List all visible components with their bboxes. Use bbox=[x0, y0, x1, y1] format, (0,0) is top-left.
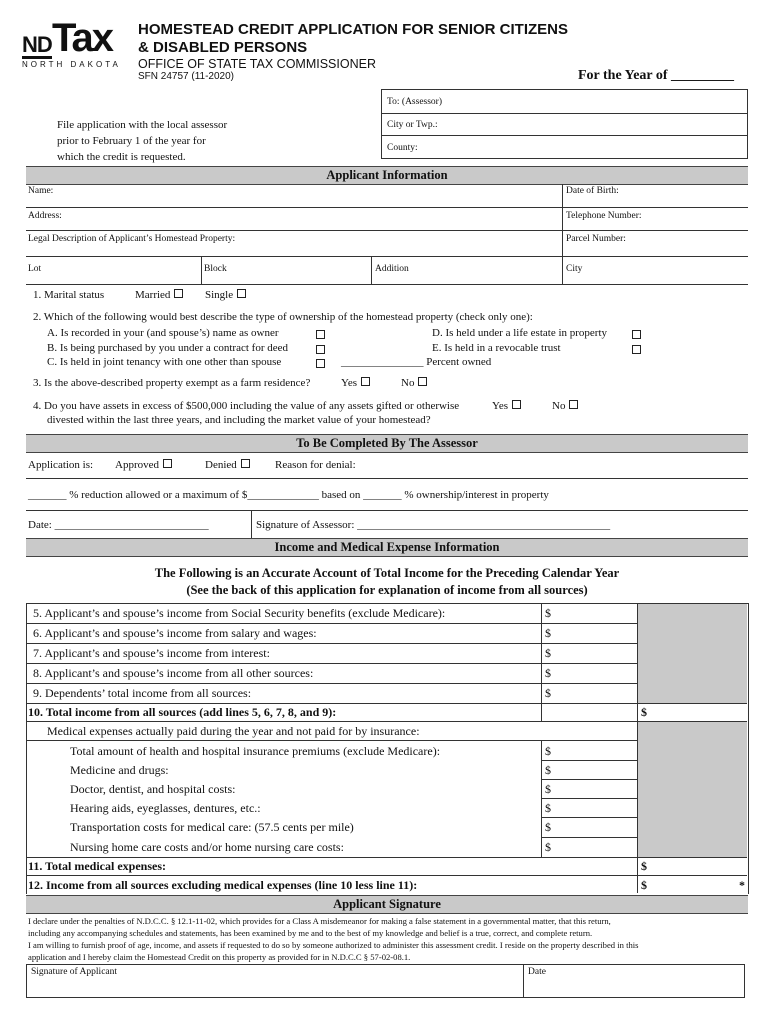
name-field[interactable]: Name: bbox=[28, 186, 54, 196]
for-year[interactable]: For the Year of _________ bbox=[578, 68, 735, 83]
income-line: 8. Applicant’s and spouse’s income from all other sources: bbox=[33, 666, 314, 680]
declaration-line: I declare under the penalties of N.D.C.C. § 12.1-11-02, which provides for a Class A misdemeanor for making a false statement in a governmental matter, that this return, bbox=[28, 916, 611, 926]
option-2d: D. Is held under a life estate in property bbox=[432, 327, 608, 339]
reason-for-denial-field[interactable]: Reason for denial: bbox=[275, 459, 356, 471]
medical-amount-field[interactable]: $ bbox=[545, 763, 551, 777]
medical-amount-field[interactable]: $ bbox=[545, 820, 551, 834]
denied-label: Denied bbox=[205, 459, 237, 471]
net-income-asterisk: * bbox=[739, 878, 745, 892]
income-subtitle-2: (See the back of this application for explanation of income from all sources) bbox=[186, 583, 588, 597]
form-number: SFN 24757 (11-2020) bbox=[138, 71, 234, 82]
income-line: 6. Applicant’s and spouse’s income from salary and wages: bbox=[33, 626, 317, 640]
to-assessor-field[interactable]: To: (Assessor) bbox=[387, 97, 443, 107]
declaration-line: I am willing to furnish proof of age, income, and assets if requested to do so by someone authorized to administer this assessment credit. I reside on the property described in this bbox=[28, 940, 639, 950]
single-checkbox[interactable] bbox=[237, 289, 246, 298]
q4-no-option[interactable] bbox=[552, 400, 578, 412]
option-2e-checkbox[interactable] bbox=[632, 345, 641, 354]
q4-no-checkbox[interactable] bbox=[569, 400, 578, 409]
city-field[interactable]: City bbox=[566, 264, 583, 274]
net-income-line: 12. Income from all sources excluding medical expenses (line 10 less line 11): bbox=[28, 878, 418, 892]
income-amount-field[interactable]: $ bbox=[545, 626, 551, 640]
medical-line: Transportation costs for medical care: (57.5 cents per mile) bbox=[70, 820, 354, 834]
single-label: Single bbox=[205, 289, 234, 301]
city-twp-field[interactable]: City or Twp.: bbox=[387, 120, 438, 130]
assessor-date-field[interactable]: Date: ____________________________ bbox=[28, 519, 209, 531]
q3-yes-label: Yes bbox=[341, 377, 358, 389]
signature-date-field[interactable]: Date bbox=[528, 967, 546, 977]
applicant-signature-field[interactable]: Signature of Applicant bbox=[31, 967, 118, 977]
instructions bbox=[57, 117, 227, 165]
option-2a: A. Is recorded in your (and spouse’s) name as owner bbox=[47, 327, 279, 339]
medical-amount-field[interactable]: $ bbox=[545, 782, 551, 796]
assessor-box bbox=[381, 89, 748, 159]
approved-label: Approved bbox=[115, 459, 159, 471]
q4-yes-checkbox[interactable] bbox=[512, 400, 521, 409]
q3-yes-checkbox[interactable] bbox=[361, 377, 370, 386]
income-line: 5. Applicant’s and spouse’s income from Social Security benefits (exclude Medicare): bbox=[33, 606, 446, 620]
question-2: 2. Which of the following would best describe the type of ownership of the homestead property (check only one): bbox=[33, 311, 533, 323]
income-amount-field[interactable]: $ bbox=[545, 666, 551, 680]
approved-option[interactable] bbox=[115, 459, 172, 471]
county-field[interactable]: County: bbox=[387, 143, 418, 153]
denied-option[interactable] bbox=[205, 459, 250, 471]
approved-checkbox[interactable] bbox=[163, 459, 172, 468]
option-2b: B. Is being purchased by you under a contract for deed bbox=[47, 342, 289, 354]
reduction-line[interactable]: _______ % reduction allowed or a maximum of $_____________ based on _______ % ownership/interest in property bbox=[28, 489, 549, 501]
declaration bbox=[28, 915, 639, 963]
option-2d-checkbox[interactable] bbox=[632, 330, 641, 339]
option-2e: E. Is held in a revocable trust bbox=[432, 342, 561, 354]
logo-state: NORTH DAKOTA bbox=[22, 60, 121, 69]
income-amount-field[interactable]: $ bbox=[545, 606, 551, 620]
addition-field[interactable]: Addition bbox=[375, 264, 409, 274]
income-amount-field[interactable]: $ bbox=[545, 686, 551, 700]
form-title: HOMESTEAD CREDIT APPLICATION FOR SENIOR CITIZENS bbox=[138, 21, 569, 38]
q3-no-label: No bbox=[401, 377, 415, 389]
married-label: Married bbox=[135, 289, 171, 301]
denied-checkbox[interactable] bbox=[241, 459, 250, 468]
total-income-line: 10. Total income from all sources (add lines 5, 6, 7, 8, and 9): bbox=[28, 705, 337, 719]
instruction-line: which the credit is requested. bbox=[57, 151, 186, 163]
total-medical-line: 11. Total medical expenses: bbox=[28, 859, 167, 873]
lot-field[interactable]: Lot bbox=[28, 264, 42, 274]
total-income-field[interactable]: $ bbox=[641, 705, 647, 719]
question-1: 1. Marital status bbox=[33, 289, 105, 301]
option-2c: C. Is held in joint tenancy with one other than spouse bbox=[47, 356, 282, 368]
section-signature: Applicant Signature bbox=[26, 895, 748, 914]
medical-line: Doctor, dentist, and hospital costs: bbox=[70, 782, 236, 796]
option-2c-checkbox[interactable] bbox=[316, 359, 325, 368]
income-amount-field[interactable]: $ bbox=[545, 646, 551, 660]
assessor-signature-field[interactable]: Signature of Assessor: ______________________________________________ bbox=[256, 519, 611, 531]
form-title-line2: & DISABLED PERSONS bbox=[138, 39, 308, 56]
total-medical-field[interactable]: $ bbox=[641, 859, 647, 873]
medical-amount-field[interactable]: $ bbox=[545, 840, 551, 854]
question-3: 3. Is the above-described property exempt as a farm residence? bbox=[33, 377, 311, 389]
office-name: OFFICE OF STATE TAX COMMISSIONER bbox=[138, 57, 376, 71]
medical-line: Medicine and drugs: bbox=[70, 763, 169, 777]
single-option[interactable] bbox=[205, 289, 246, 301]
income-line: 9. Dependents’ total income from all sources: bbox=[33, 686, 252, 700]
instruction-line: prior to February 1 of the year for bbox=[57, 135, 206, 147]
dob-field[interactable]: Date of Birth: bbox=[566, 186, 619, 196]
section-assessor: To Be Completed By The Assessor bbox=[26, 434, 748, 453]
net-income-field[interactable]: $ bbox=[641, 878, 647, 892]
instruction-line: File application with the local assessor bbox=[57, 119, 228, 131]
question-4: 4. Do you have assets in excess of $500,000 including the value of any assets gifted or otherwise bbox=[33, 400, 460, 412]
q4-yes-label: Yes bbox=[492, 400, 509, 412]
declaration-line: including any accompanying schedules and statements, has been examined by me and to the best of my knowledge and belief is a true, correct, and complete return. bbox=[28, 928, 593, 938]
application-is-label: Application is: bbox=[28, 459, 94, 471]
married-option[interactable] bbox=[135, 289, 183, 301]
q4-no-label: No bbox=[552, 400, 566, 412]
q3-no-checkbox[interactable] bbox=[418, 377, 427, 386]
address-field[interactable]: Address: bbox=[28, 211, 62, 221]
question-4-line2: divested within the last three years, and including the market value of your homestead? bbox=[47, 414, 431, 426]
section-applicant-info: Applicant Information bbox=[26, 166, 748, 185]
section-income: Income and Medical Expense Information bbox=[26, 538, 748, 557]
medical-amount-field[interactable]: $ bbox=[545, 744, 551, 758]
logo-nd: ND bbox=[22, 32, 52, 57]
block-field[interactable]: Block bbox=[204, 264, 227, 274]
medical-line: Nursing home care costs and/or home nursing care costs: bbox=[70, 840, 344, 854]
legal-description-field[interactable]: Legal Description of Applicant’s Homestead Property: bbox=[28, 234, 236, 244]
logo bbox=[22, 16, 122, 72]
medical-line: Total amount of health and hospital insurance premiums (exclude Medicare): bbox=[70, 744, 441, 758]
parcel-field[interactable]: Parcel Number: bbox=[566, 234, 626, 244]
medical-intro: Medical expenses actually paid during the year and not paid for by insurance: bbox=[47, 724, 420, 738]
income-line: 7. Applicant’s and spouse’s income from interest: bbox=[33, 646, 270, 660]
declaration-line: application and I hereby claim the Homestead Credit on this property as provided for in N.D.C.C § 57-02-08.1. bbox=[28, 952, 411, 962]
signature-box bbox=[26, 964, 745, 998]
married-checkbox[interactable] bbox=[174, 289, 183, 298]
q3-no-option[interactable] bbox=[401, 377, 427, 389]
q3-yes-option[interactable] bbox=[341, 377, 370, 389]
option-2b-checkbox[interactable] bbox=[316, 345, 325, 354]
income-subtitle: The Following is an Accurate Account of Total Income for the Preceding Calendar Year bbox=[154, 566, 620, 580]
percent-owned-field[interactable]: _______________ Percent owned bbox=[341, 356, 492, 368]
medical-amount-field[interactable]: $ bbox=[545, 801, 551, 815]
option-2a-checkbox[interactable] bbox=[316, 330, 325, 339]
phone-field[interactable]: Telephone Number: bbox=[566, 211, 642, 221]
medical-line: Hearing aids, eyeglasses, dentures, etc.: bbox=[70, 801, 261, 815]
q4-yes-option[interactable] bbox=[492, 400, 521, 412]
logo-tax: Tax bbox=[52, 16, 112, 60]
